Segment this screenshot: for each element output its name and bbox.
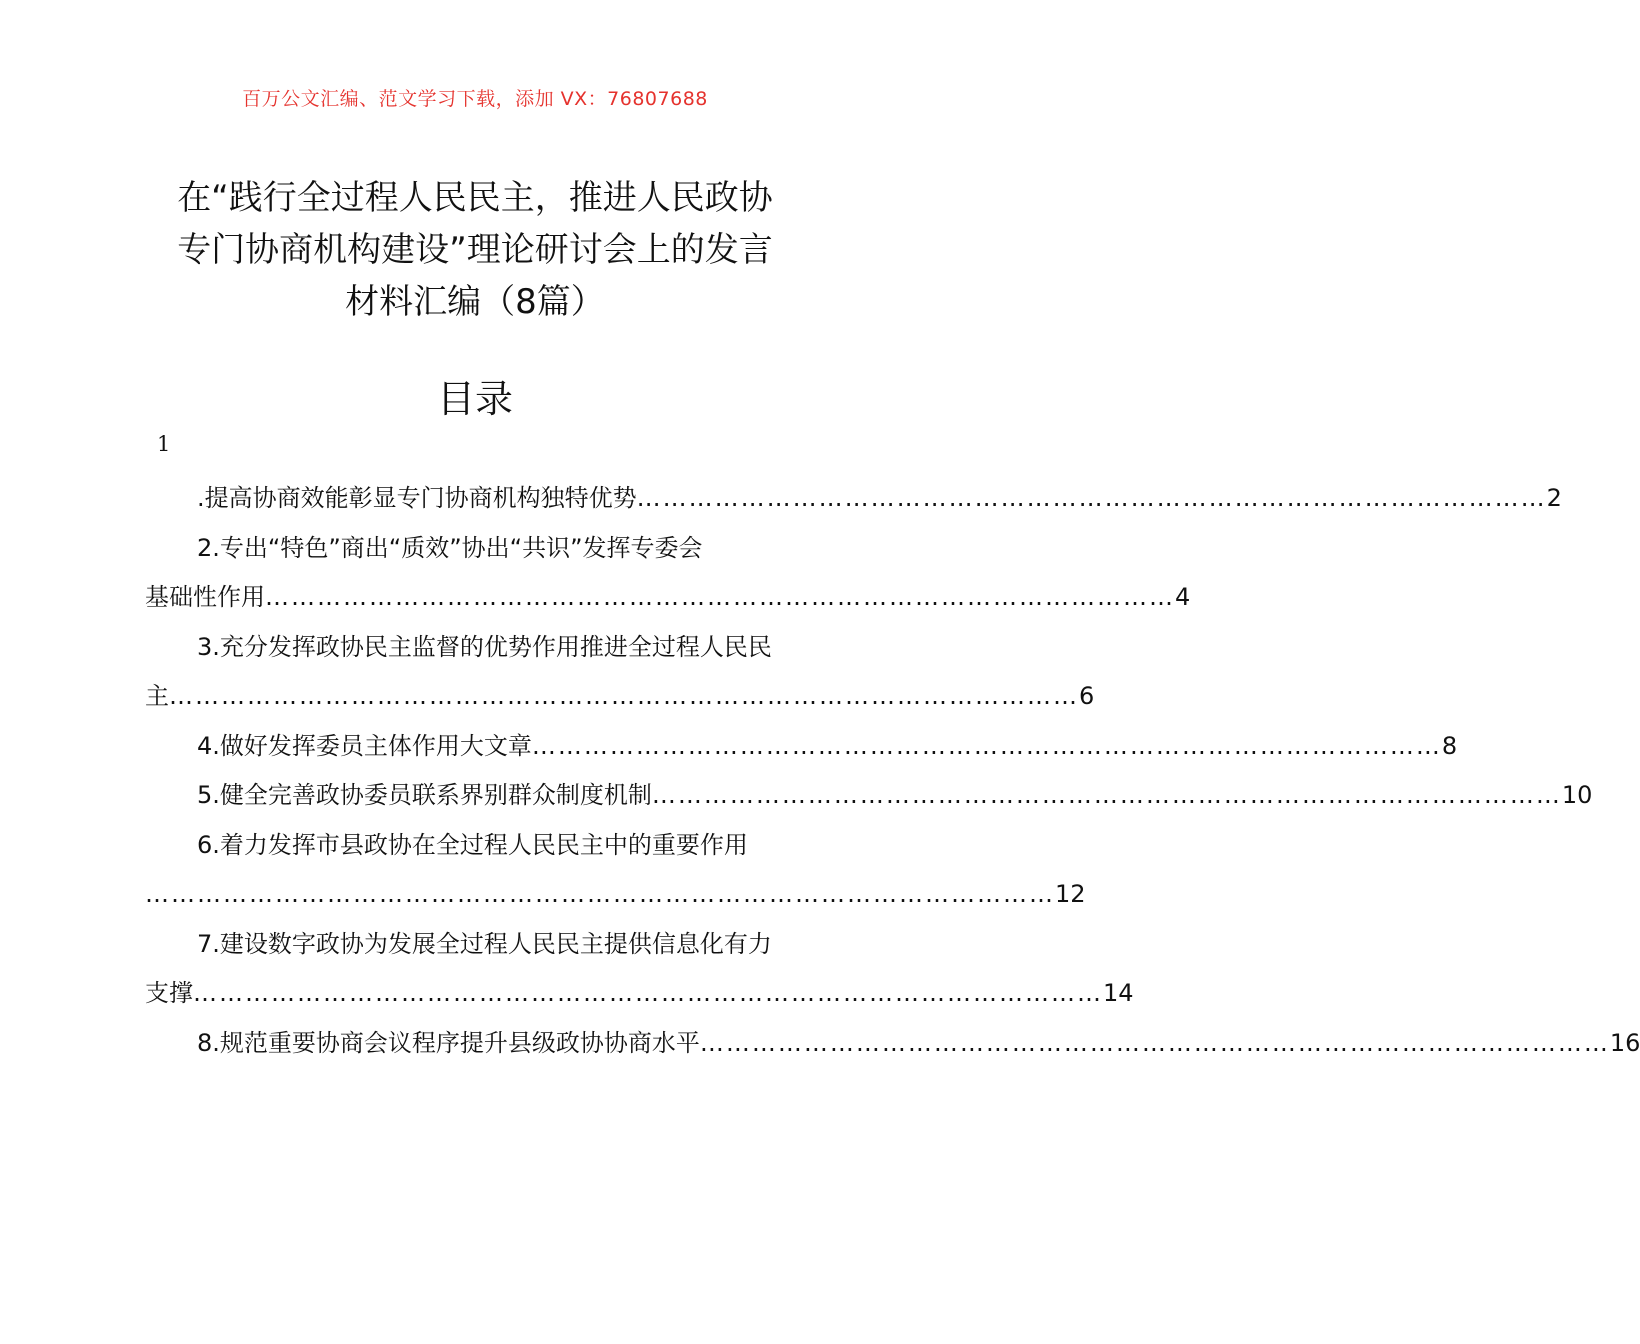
toc-entry-page: 12 [1055, 880, 1086, 908]
toc-entry-title: 7.建设数字政协为发展全过程人民民主提供信息化有力 [197, 929, 772, 958]
toc-entry[interactable] [145, 920, 1134, 1019]
document-title [130, 172, 820, 328]
toc-entry-title: 4.做好发挥委员主体作用大文章 [197, 731, 532, 760]
toc-entry-title: .提高协商效能彰显专门协商机构独特优势 [197, 484, 637, 512]
toc-entry-page: 6 [1079, 682, 1095, 710]
toc-entry-title: 8.规范重要协商会议程序提升县级政协协商水平 [197, 1028, 700, 1057]
toc-entry[interactable] [145, 524, 1191, 623]
toc-leader-dots: …………………………………………………………………………………………… [636, 484, 1547, 512]
toc-entry-title-cont: 支撑 [145, 979, 193, 1007]
toc-leader-dots: …………………………………………………………………………………………… [193, 979, 1103, 1007]
toc-entry-title-cont: 基础性作用 [145, 583, 265, 611]
title-line-1: 在“践行全过程人民民主，推进人民政协 [177, 178, 773, 218]
title-line-2: 专门协商机构建设”理论研讨会上的发言 [177, 230, 773, 270]
toc-leader-dots: …………………………………………………………………………………………… [531, 731, 1442, 760]
toc-entry-title-cont: 主 [145, 682, 169, 710]
toc-leader-dots: …………………………………………………………………………………………… [169, 682, 1079, 710]
toc-entry-title: 5.健全完善政协委员联系界别群众制度机制 [197, 781, 652, 809]
toc-entry-title: 3.充分发挥政协民主监督的优势作用推进全过程人民民 [197, 632, 772, 661]
toc-entry[interactable] [145, 771, 1593, 821]
title-line-3: 材料汇编（8篇） [345, 282, 605, 322]
toc-entry[interactable] [145, 623, 1095, 722]
toc-leader-dots: …………………………………………………………………………………………… [651, 781, 1562, 809]
toc-entry-page: 8 [1441, 731, 1458, 760]
toc-entry[interactable] [145, 474, 1562, 524]
toc-leader-dots: …………………………………………………………………………………………… [145, 880, 1055, 908]
header-note: 百万公文汇编、范文学习下载，添加 VX：76807688 [242, 88, 708, 110]
toc-heading: 目录 [436, 377, 513, 421]
toc-entry[interactable] [145, 821, 1086, 920]
toc-number: 1 [157, 432, 171, 456]
toc-entry[interactable] [145, 722, 1458, 772]
toc-entry[interactable] [145, 1019, 1640, 1069]
toc-entry-page: 10 [1561, 781, 1593, 809]
toc-leader-dots: …………………………………………………………………………………………… [699, 1028, 1610, 1057]
toc-entry-page: 2 [1546, 484, 1562, 512]
toc-entry-page: 4 [1175, 583, 1191, 611]
toc-entry-page: 16 [1609, 1028, 1640, 1057]
toc-entry-title: 6.着力发挥市县政协在全过程人民民主中的重要作用 [197, 830, 748, 859]
table-of-contents [145, 474, 1640, 1068]
toc-entry-page: 14 [1103, 979, 1134, 1007]
toc-entry-title: 2.专出“特色”商出“质效”协出“共识”发挥专委会 [197, 533, 703, 562]
toc-leader-dots: …………………………………………………………………………………………… [265, 583, 1175, 611]
